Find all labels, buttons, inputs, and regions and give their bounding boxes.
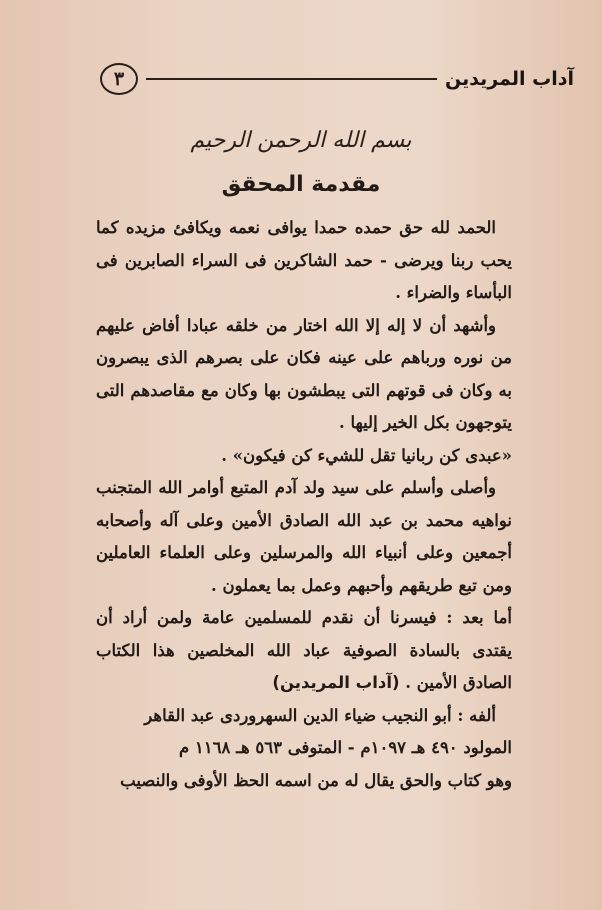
section-title: مقدمة المحقق bbox=[221, 172, 381, 197]
basmala: بسم الله الرحمن الرحيم bbox=[190, 128, 412, 153]
header-rule bbox=[146, 78, 437, 80]
body-text bbox=[96, 212, 512, 797]
author-line: وهو كتاب والحق يقال له من اسمه الحظ الأوفى والنصيب bbox=[120, 770, 512, 790]
intro-paragraph bbox=[96, 602, 512, 700]
intro-text: أما بعد : فيسرنا أن نقدم للمسلمين عامة ولمن أراد أن يقتدى بالسادة الصوفية عباد الله المخلصين هذا الكتاب الصادق الأمين . bbox=[96, 608, 512, 692]
paragraph: وأشهد أن لا إله إلا الله اختار من خلقه عبادا أفاض عليهم من نوره ورباهم على عينه فكان على بصرهم الذى يبصرون به وكان فى قوتهم التى يبطشون بها وكان مع مقاصدهم التى يتوجهون بكل الخير إليها . bbox=[96, 315, 512, 432]
author-line: ألفه : أبو النجيب ضياء الدين السهروردى عبد القاهر bbox=[144, 705, 496, 725]
quote-paragraph: «عبدى كن ربانيا تقل للشيء كن فيكون» . bbox=[221, 445, 512, 465]
page-number: ٣ bbox=[100, 63, 138, 95]
author-line: المولود ٤٩٠ هـ ١٠٩٧م - المتوفى ٥٦٣ هـ ١١٦٨ م bbox=[178, 738, 512, 757]
page-header bbox=[100, 58, 574, 100]
paragraph: وأصلى وأسلم على سيد ولد آدم المتبع أوامر الله المتجنب نواهيه محمد بن عبد الله الصادق الأمين وعلى آله وأصحابه أجمعين وعلى أنبياء الله والمرسلين وعلى العلماء العاملين ومن تبع طريقهم وأحبهم وعمل بما يعملون . bbox=[96, 478, 512, 595]
running-title: آداب المريدين bbox=[444, 68, 574, 90]
book-name: (آداب المريدين) bbox=[272, 673, 400, 692]
paragraph: الحمد لله حق حمده حمدا يوافى نعمه ويكافئ مزيده كما يحب ربنا ويرضى - حمد الشاكرين فى السراء الصابرين فى البأساء والضراء . bbox=[96, 218, 512, 302]
